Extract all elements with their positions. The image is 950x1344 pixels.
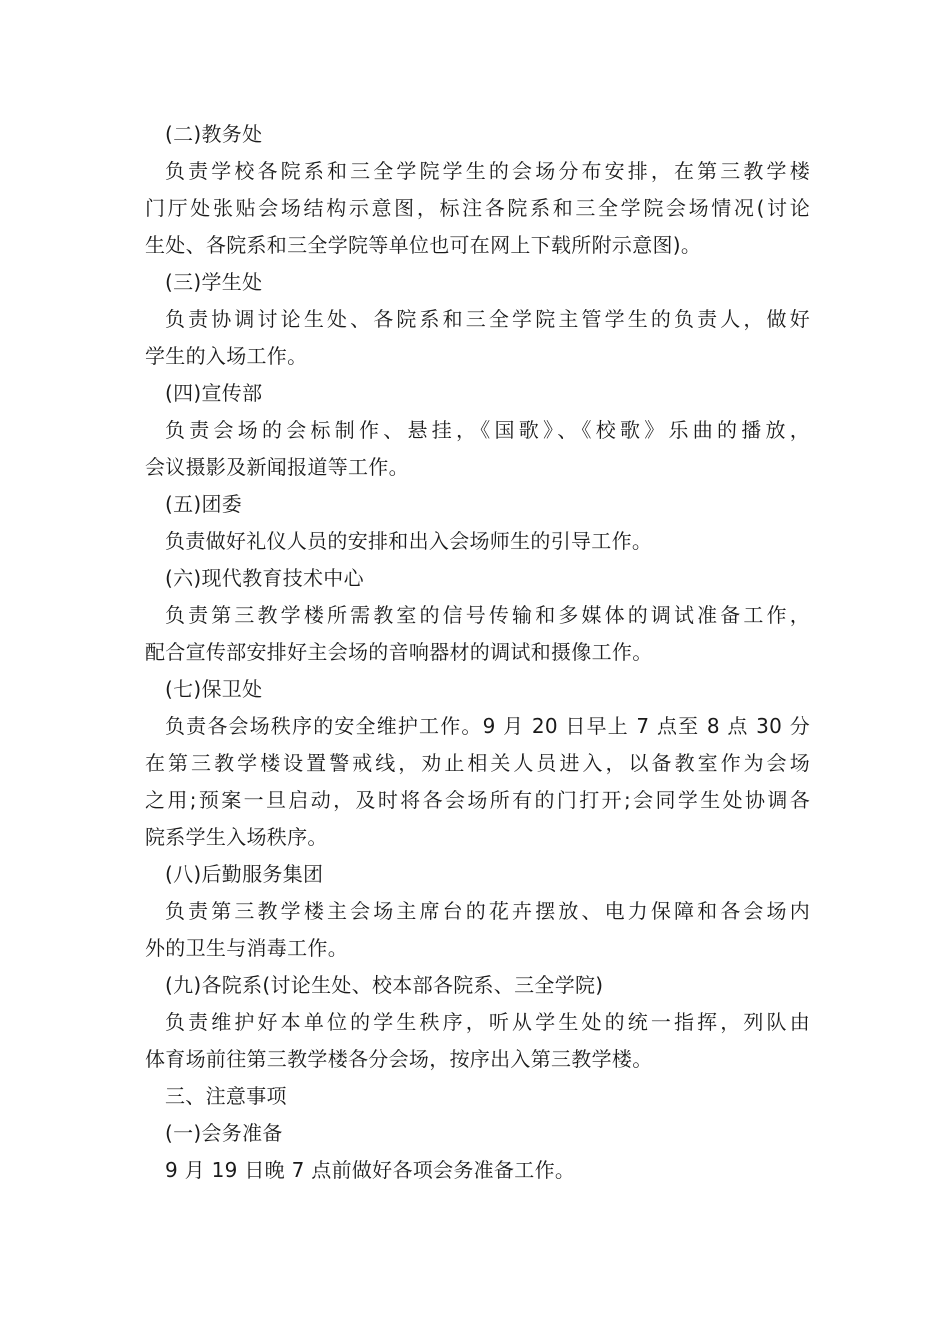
text-line: (三)学生处	[165, 270, 263, 294]
text-line: (一)会务准备	[165, 1121, 283, 1145]
text-line: 门厅处张贴会场结构示意图，标注各院系和三全学院会场情况(讨论	[145, 196, 810, 220]
text-line: 之用;预案一旦启动，及时将各会场所有的门打开;会同学生处协调各	[145, 788, 810, 812]
text-line: 在第三教学楼设置警戒线，劝止相关人员进入，以备教室作为会场	[145, 751, 810, 775]
text-line: 三、注意事项	[165, 1084, 287, 1108]
text-line: 负责学校各院系和三全学院学生的会场分布安排，在第三教学楼	[165, 159, 810, 183]
text-line: 负责各会场秩序的安全维护工作。9 月 20 日早上 7 点至 8 点 30 分	[165, 714, 810, 738]
text-line: 会议摄影及新闻报道等工作。	[145, 455, 409, 479]
text-line: 院系学生入场秩序。	[145, 825, 328, 849]
text-line: (七)保卫处	[165, 677, 263, 701]
text-line: 负责协调讨论生处、各院系和三全学院主管学生的负责人，做好	[165, 307, 810, 331]
text-line: 外的卫生与消毒工作。	[145, 936, 348, 960]
text-line: 负责维护好本单位的学生秩序，听从学生处的统一指挥，列队由	[165, 1010, 810, 1034]
text-line: 体育场前往第三教学楼各分会场，按序出入第三教学楼。	[145, 1047, 653, 1071]
text-line: 负责第三教学楼所需教室的信号传输和多媒体的调试准备工作，	[165, 603, 810, 627]
text-line: (八)后勤服务集团	[165, 862, 324, 886]
text-line: 学生的入场工作。	[145, 344, 308, 368]
document-body	[145, 116, 810, 1189]
text-line: (五)团委	[165, 492, 243, 516]
text-line: 9 月 19 日晚 7 点前做好各项会务准备工作。	[165, 1158, 576, 1182]
text-line: 负责第三教学楼主会场主席台的花卉摆放、电力保障和各会场内	[165, 899, 810, 923]
text-line: 配合宣传部安排好主会场的音响器材的调试和摄像工作。	[145, 640, 653, 664]
text-line: 生处、各院系和三全学院等单位也可在网上下载所附示意图)。	[145, 233, 702, 257]
text-line: (四)宣传部	[165, 381, 263, 405]
text-line: 负责做好礼仪人员的安排和出入会场师生的引导工作。	[165, 529, 653, 553]
text-line: (六)现代教育技术中心	[165, 566, 364, 590]
text-line: (九)各院系(讨论生处、校本部各院系、三全学院)	[165, 973, 604, 997]
text-line: (二)教务处	[165, 122, 263, 146]
text-line: 负责会场的会标制作、悬挂，《国歌》、《校歌》乐曲的播放，	[165, 418, 810, 442]
